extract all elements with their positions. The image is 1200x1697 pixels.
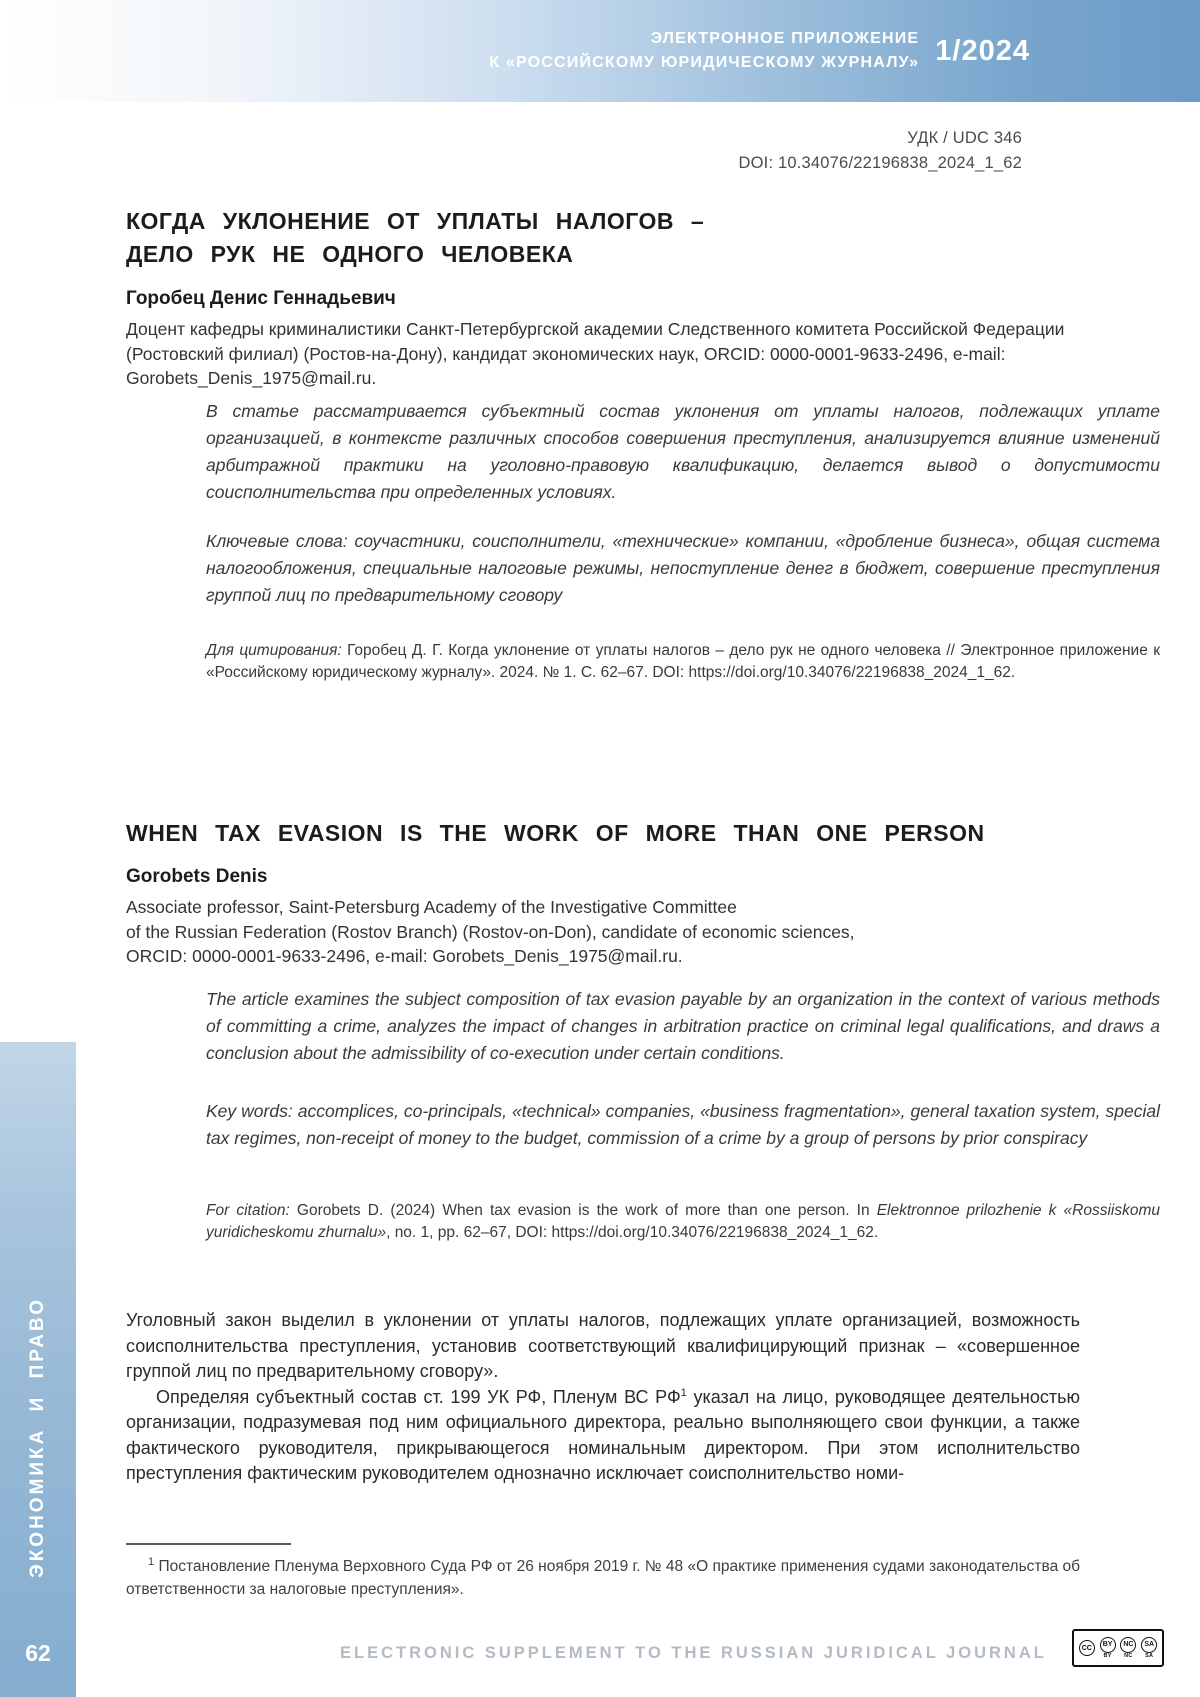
- keywords-en: [206, 1098, 1160, 1152]
- abstract-ru-block: [126, 398, 1160, 506]
- citation-en-journal: Elektronnoe prilozhenie k «Rossiiskomu yuridicheskomu zhurnalu»: [206, 1202, 1160, 1241]
- citation-ru: [206, 640, 1160, 684]
- abstract-en-block: [126, 986, 1160, 1067]
- body-paragraph-2-text-cont: указал на лицо, руководящее деятельностью организации, подразумевая под ним официального директора, реально выполняющего свои функции, а также фактического руководителя, прикрывающегося номинальным директором. При этом исполнительство преступления фактическим руководителем однозначно исключает соисполнительство номи-: [126, 1386, 1080, 1483]
- author-name-ru: Горобец Денис Геннадьевич: [126, 288, 396, 309]
- author-block-en: [126, 866, 1080, 969]
- issue-number: 1/2024: [935, 34, 1030, 67]
- doi-code: DOI: 10.34076/22196838_2024_1_62: [738, 154, 1022, 172]
- cc-sa-circle: SA: [1141, 1637, 1157, 1653]
- abstract-en: The article examines the subject composition of tax evasion payable by an organization in the context of various methods of committing a crime, analyzes the impact of changes in arbitration practice on criminal legal qualifications, and draws a conclusion about the admissibility of co-execution under certain conditions.: [206, 989, 1160, 1063]
- affiliation-en-line1: Associate professor, Saint-Petersburg Academy of the Investigative Committee: [126, 897, 737, 917]
- journal-name-line1: ЭЛЕКТРОННОЕ ПРИЛОЖЕНИЕ: [650, 30, 920, 47]
- author-name-en: Gorobets Denis: [126, 866, 268, 887]
- journal-name-line2: К «РОССИЙСКОМУ ЮРИДИЧЕСКОМУ ЖУРНАЛУ»: [489, 54, 920, 71]
- citation-en-part1: Gorobets D. (2024) When tax evasion is the work of more than one person. In: [296, 1202, 870, 1219]
- cc-by-circle: BY: [1100, 1637, 1116, 1653]
- keywords-ru: [206, 528, 1160, 609]
- cc-sa-icon: [1141, 1637, 1157, 1660]
- cc-nc-label: NC: [1124, 1652, 1133, 1659]
- keywords-ru-block: [126, 528, 1160, 609]
- cc-by-icon: [1100, 1637, 1116, 1660]
- cc-sa-label: SA: [1145, 1652, 1154, 1659]
- affiliation-en-line2: of the Russian Federation (Rostov Branch) (Rostov-on-Don), candidate of economic sciences,: [126, 921, 855, 942]
- article-meta: [739, 126, 1022, 176]
- cc-by-label: BY: [1103, 1652, 1112, 1659]
- cc-nc-icon: [1120, 1637, 1136, 1660]
- citation-ru-text: Горобец Д. Г. Когда уклонение от уплаты налогов – дело рук не одного человека // Электронное приложение к «Российскому юридическому журналу». 2024. № 1. С. 62–67. DOI: https://doi.org/10.34076/22196838_2024_1_62.: [206, 642, 1160, 681]
- author-block-ru: [126, 288, 1080, 391]
- footnote-text: [126, 1555, 1080, 1601]
- journal-name: [489, 27, 919, 75]
- udc-code: УДК / UDC 346: [907, 129, 1022, 147]
- body-paragraph-2-text: Определяя субъектный состав ст. 199 УК РФ, Пленум ВС РФ: [156, 1386, 681, 1407]
- keywords-ru-label: Ключевые слова:: [206, 531, 348, 551]
- article-body: [126, 1308, 1080, 1487]
- author-affiliation-en: [126, 895, 1080, 969]
- cc-license-badge: [1072, 1629, 1164, 1667]
- page-header: [0, 0, 1200, 102]
- article-title-ru-line1: КОГДА УКЛОНЕНИЕ ОТ УПЛАТЫ НАЛОГОВ –: [126, 208, 705, 235]
- article-title-ru: [126, 205, 1080, 271]
- keywords-en-text: accomplices, co-principals, «technical» companies, «business fragmentation», general taxation system, special tax regimes, non-receipt of money to the budget, commission of a crime by a group of persons by prior conspiracy: [206, 1101, 1161, 1148]
- citation-ru-block: [126, 640, 1160, 684]
- section-label-wrap: [0, 1277, 76, 1597]
- keywords-en-label: Key words:: [206, 1101, 293, 1121]
- article-title-en: [126, 817, 1080, 850]
- section-label: ЭКОНОМИКА И ПРАВО: [27, 1296, 48, 1578]
- keywords-ru-text: соучастники, соисполнители, «технические» компании, «дробление бизнеса», общая система налогообложения, специальные налоговые режимы, непоступление денег в бюджет, совершение преступления группой лиц по предварительному сговору: [206, 531, 1160, 605]
- footnote-divider: [126, 1543, 291, 1545]
- footnote-body: Постановление Пленума Верховного Суда РФ от 26 ноября 2019 г. № 48 «О практике применения судами законодательства об ответственности за налоговые преступления».: [126, 1558, 1081, 1598]
- footnote-block: [126, 1543, 1080, 1601]
- footnote-number: 1: [148, 1555, 155, 1568]
- footnote-reference: 1: [680, 1386, 687, 1399]
- article-title-ru-line2: ДЕЛО РУК НЕ ОДНОГО ЧЕЛОВЕКА: [126, 241, 574, 268]
- cc-nc-circle: NC: [1120, 1637, 1136, 1653]
- citation-en-label: For citation:: [206, 1202, 290, 1219]
- citation-ru-label: Для цитирования:: [206, 642, 342, 659]
- author-affiliation-ru: Доцент кафедры криминалистики Санкт-Петербургской академии Следственного комитета Российской Федерации (Ростовский филиал) (Ростов-на-Дону), кандидат экономических наук, ORCID: 0000-0001-9633-2496, e-mail: Gorobets_Denis_1975@mail.ru.: [126, 319, 1065, 388]
- keywords-en-block: [126, 1098, 1160, 1152]
- body-paragraph-1: Уголовный закон выделил в уклонении от уплаты налогов, подлежащих уплате организацией, возможность соисполнительства преступления, установив соответствующий квалифицирующий признак – «совершенное группой лиц по предварительному сговору».: [126, 1310, 1080, 1381]
- citation-en-part2: , no. 1, pp. 62–67, DOI: https://doi.org/10.34076/22196838_2024_1_62.: [386, 1224, 879, 1241]
- affiliation-en-line3: ORCID: 0000-0001-9633-2496, e-mail: Gorobets_Denis_1975@mail.ru.: [126, 946, 683, 966]
- article-title-en-text: WHEN TAX EVASION IS THE WORK OF MORE THAN ONE PERSON: [126, 820, 985, 847]
- citation-en: [206, 1200, 1160, 1244]
- citation-en-block: [126, 1200, 1160, 1244]
- cc-circle: CC: [1079, 1640, 1095, 1656]
- abstract-ru: В статье рассматривается субъектный состав уклонения от уплаты налогов, подлежащих уплате организацией, в контексте различных способов совершения преступления, анализируется влияние изменений арбитражной практики на уголовно-правовую квалификацию, делается вывод о допустимости соисполнительства при определенных условиях.: [206, 401, 1160, 502]
- page-number: 62: [25, 1640, 51, 1666]
- footer-journal-name: ELECTRONIC SUPPLEMENT TO THE RUSSIAN JURIDICAL JOURNAL: [340, 1644, 1047, 1662]
- body-paragraph-2: [126, 1385, 1080, 1487]
- section-sidebar: [0, 1042, 76, 1697]
- cc-icon: [1079, 1640, 1095, 1656]
